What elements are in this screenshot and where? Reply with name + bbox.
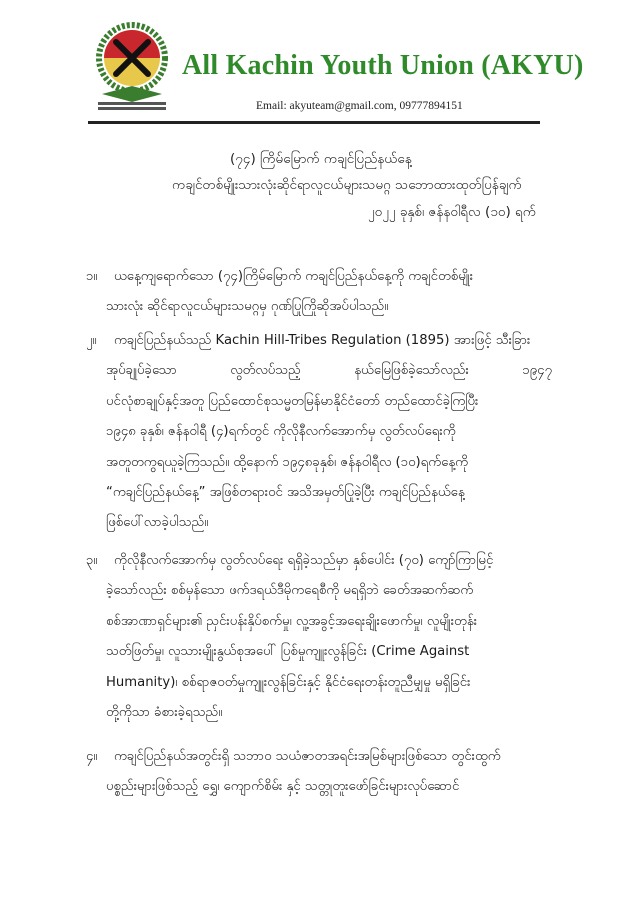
paragraph-line: ဖြစ်ပေါ်လာခဲ့ပါသည်။ bbox=[106, 515, 209, 531]
paragraph-number: ၁။ bbox=[86, 269, 98, 284]
paragraph-line: ယနေ့ကျရောက်သော (၇၄)ကြိမ်မြောက် ကချင်ပြည်နယ်နေ့ကို ကချင်တစ်မျိုး bbox=[114, 269, 474, 284]
paragraph-number: ၂။ bbox=[86, 333, 97, 348]
statement-subtitle: ကချင်တစ်မျိုးသားလုံးဆိုင်ရာလူငယ်များသမဂ္ဂ သဘောထားထုတ်ပြန်ချက် bbox=[172, 177, 522, 193]
paragraph-line: ခဲ့သော်လည်း စစ်မှန်သော ဖက်ဒရယ်ဒီမိုကရေစီကို မရရှိဘဲ ခေတ်အဆက်ဆက် bbox=[106, 583, 474, 599]
paragraph-2 bbox=[86, 326, 552, 539]
paragraph-line: Humanity)၊ စစ်ရာဇဝတ်မှုကျူးလွန်ခြင်းနှင့် နိုင်ငံရေးတန်းတူညီမျှမှု မရှိခြင်း bbox=[106, 674, 471, 690]
paragraph-line: အုပ်ချုပ်ခဲ့သော လွတ်လပ်သည့် နယ်မြေဖြစ်ခဲ့သော်လည်း ၁၉၄၇ bbox=[106, 363, 552, 379]
paragraph-line: ကိုလိုနီလက်အောက်မှ လွတ်လပ်ရေး ရရှိခဲ့သည်မှာ နှစ်ပေါင်း (၇၀) ကျော်ကြာမြင့် bbox=[114, 553, 494, 568]
paragraph-line: ကချင်ပြည်နယ်အတွင်းရှိ သဘာဝ သယံဇာတအရင်းအမြစ်များဖြစ်သော တွင်းထွက် bbox=[114, 749, 501, 764]
paragraph-line: သားလုံး ဆိုင်ရာလူငယ်များသမဂ္ဂမှ ဂုဏ်ပြုကြိုဆိုအပ်ပါသည်။ bbox=[106, 299, 389, 315]
paragraph-number: ၄။ bbox=[86, 749, 98, 764]
paragraph-line: ကချင်ပြည်နယ်သည် Kachin Hill-Tribes Regulation (1895) အားဖြင့် သီးခြား bbox=[114, 333, 531, 348]
paragraph-line: စစ်အာဏာရှင်များ၏ ညှင်းပန်းနှိပ်စက်မှု၊ လူ့အခွင့်အရေးချိုးဖောက်မှု၊ လူမျိုးတုန်း bbox=[106, 613, 478, 629]
paragraph-1 bbox=[86, 262, 552, 323]
paragraph-line: ပစ္စည်းများဖြစ်သည့် ရွှေ၊ ကျောက်စိမ်း နှင့် သတ္တုတူးဖော်ခြင်းများလုပ်ဆောင် bbox=[106, 779, 460, 795]
paragraph-number: ၃။ bbox=[86, 553, 98, 568]
paragraph-3 bbox=[86, 546, 552, 728]
paragraph-line: ၁၉၄၈ ခုနှစ်၊ ဇန်နဝါရီ (၄)ရက်တွင် ကိုလိုနီလက်အောက်မှ လွတ်လပ်ရေးကို bbox=[106, 424, 456, 440]
paragraph-line: အတူတကွရယူခဲ့ကြသည်။ ထို့နောက် ၁၉၄၈ခုနှစ်၊ ဇန်နဝါရီလ (၁၀)ရက်နေ့ကို bbox=[106, 454, 469, 470]
paragraph-line: ပင်လုံစာချုပ်နှင့်အတူ ပြည်ထောင်စုသမ္မတမြန်မာနိုင်ငံတော် တည်ထောင်ခဲ့ကြပြီး bbox=[106, 393, 479, 409]
org-name: All Kachin Youth Union (AKYU) bbox=[182, 50, 584, 81]
akyu-logo bbox=[94, 16, 170, 116]
statement-title: (၇၄) ကြိမ်မြောက် ကချင်ပြည်နယ်နေ့ bbox=[230, 151, 412, 167]
paragraph-line: တို့ကိုသာ ခံစားခဲ့ရသည်။ bbox=[106, 705, 223, 721]
paragraph-4 bbox=[86, 742, 552, 803]
header-divider bbox=[88, 121, 540, 124]
statement-date: ၂၀၂၂ ခုနှစ်၊ ဇန်နဝါရီလ (၁၀) ရက် bbox=[368, 204, 536, 220]
contact-info: Email: akyuteam@gmail.com, 09777894151 bbox=[256, 100, 463, 112]
paragraph-line: သတ်ဖြတ်မှု၊ လူသားမျိုးနွယ်စုအပေါ် ပြစ်မှုကျူးလွန်ခြင်း (Crime Against bbox=[106, 644, 470, 660]
paragraph-line: “ကချင်ပြည်နယ်နေ့” အဖြစ်တရားဝင် အသိအမှတ်ပြုခဲ့ပြီး ကချင်ပြည်နယ်နေ့ bbox=[106, 485, 465, 501]
